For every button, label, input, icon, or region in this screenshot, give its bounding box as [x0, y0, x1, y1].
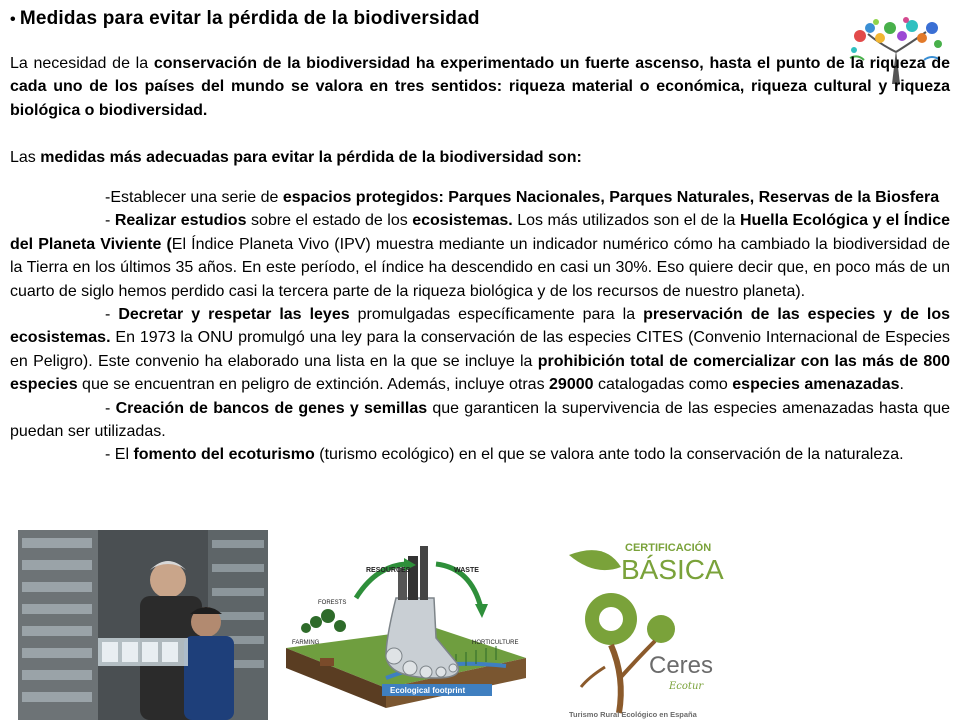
cert-footer: Turismo Rural Ecológico en España: [569, 710, 697, 719]
seed-bank-photo: [18, 530, 268, 720]
item1-a: -Establecer una serie de: [105, 189, 283, 206]
label-forests: FORESTS: [318, 600, 347, 606]
item1-b: espacios protegidos: Parques Nacionales, Parques Naturales, Reservas de la Biosfera: [282, 189, 940, 206]
cert-line2: BÁSICA: [621, 554, 724, 585]
list-item-protected-areas: [10, 186, 950, 209]
label-resources: RESOURCES: [366, 567, 411, 574]
item3-g: que se encuentran en peligro de extinción. Además, incluye otras: [77, 376, 550, 394]
label-farming: FARMING: [292, 640, 320, 646]
cert-script: Ecotur: [669, 681, 704, 692]
item2-g: El Índice Planeta Vivo (IPV) muestra mediante un indicador numérico cómo ha cambiado la biodiversidad de la Tierra en los últimos 35 años. En este período, el índice ha descendido en casi un 30%. Eso quiere decir que, en poco más de un cuarto de siglo hemos perdido casi la tercera parte de la riqueza biológica y de los recursos de nuestro planeta).: [10, 235, 951, 300]
measures-heading-b: medidas más adecuadas para evitar la pérdida de la biodiversidad son:: [40, 149, 582, 166]
intro-paragraph: [10, 52, 950, 122]
intro-text-b: conservación de la biodiversidad ha experimentado un fuerte ascenso, hasta el punto de la riqueza de cada uno de los países del mundo se valora en tres sentidos: riqueza material o económica, riqueza cultural y riqueza biológica o biodiversidad.: [10, 55, 951, 119]
list-item-gene-banks: [10, 397, 950, 444]
measures-list: [10, 186, 950, 467]
list-item-laws: [10, 303, 950, 397]
label-waste: WASTE: [454, 567, 479, 574]
item5-c: (turismo ecológico) en el que se valora ante todo la conservación de la naturaleza.: [314, 446, 904, 464]
item3-b: Decretar y respetar las leyes: [118, 306, 350, 324]
cert-line1: CERTIFICACIÓN: [625, 542, 712, 554]
list-item-studies: [10, 209, 950, 303]
item3-f: prohibición total de comercializar con las más de 800 especies: [10, 352, 951, 394]
item4-b: Creación de bancos de genes y semillas: [115, 399, 428, 417]
ecological-footprint-diagram: [286, 538, 526, 720]
item2-b: Realizar estudios: [114, 212, 247, 230]
item4-a: -: [105, 399, 116, 417]
item3-h: 29000: [549, 376, 594, 394]
measures-heading-a: Las: [10, 149, 41, 166]
item3-j: especies amenazadas: [732, 376, 900, 394]
item3-c: promulgadas específicamente para la: [349, 306, 644, 324]
item3-d: preservación de las especies y de los ecosistemas.: [10, 306, 950, 347]
label-horticulture: HORTICULTURE: [472, 640, 519, 646]
item2-c: sobre el estado de los: [246, 212, 413, 230]
certification-logo: [565, 537, 735, 720]
item2-e: Los más utilizados son el de la: [512, 212, 740, 230]
intro-text-a: La necesidad de la: [10, 55, 154, 72]
item3-i: catalogadas como: [593, 376, 733, 394]
page-title: [10, 8, 480, 30]
item4-c: que garanticen la supervivencia de las especies amenazadas hasta que puedan ser utilizadas.: [10, 399, 951, 441]
item2-d: ecosistemas.: [412, 212, 513, 230]
item3-k: .: [899, 376, 904, 394]
item5-b: fomento del ecoturismo: [133, 446, 315, 464]
item2-f: Huella Ecológica y el Índice del Planeta Viviente (: [10, 212, 951, 253]
list-item-ecotourism: [10, 443, 950, 466]
title-text: Medidas para evitar la pérdida de la biodiversidad: [19, 8, 480, 29]
item3-e: En 1973 la ONU promulgó una ley para la conservación de las especies CITES (Convenio Internacional de Especies en Peligro). Este convenio ha elaborado una lista en la que se incluye la: [10, 329, 950, 370]
cert-brand: Ceres: [649, 652, 714, 679]
item5-a: - El: [105, 446, 134, 464]
title-bullet: •: [10, 11, 16, 28]
item2-a: -: [105, 212, 115, 230]
measures-heading: [10, 146, 950, 169]
diagram-caption: Ecological footprint: [390, 686, 466, 695]
item3-a: -: [105, 306, 119, 324]
